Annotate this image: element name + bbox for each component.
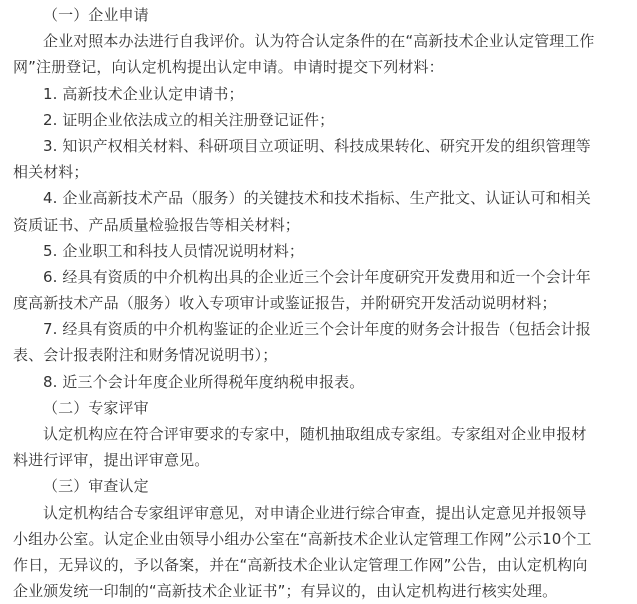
paragraph-line: 作日，无异议的，予以备案，并在“高新技术企业认定管理工作网”公告，由认定机构向 — [13, 555, 588, 574]
list-item-7: 7. 经具有资质的中介机构鉴证的企业近三个会计年度的财务会计报告（包括会计报 — [43, 320, 591, 339]
list-item-6: 6. 经具有资质的中介机构出具的企业近三个会计年度研究开发费用和近一个会计年 — [43, 267, 591, 286]
list-item-2: 2. 证明企业依法成立的相关注册登记证件； — [43, 110, 335, 129]
list-item-4: 4. 企业高新技术产品（服务）的关键技术和技术指标、生产批文、认证认可和相关 — [43, 189, 591, 208]
list-item-6-cont: 度高新技术产品（服务）收入专项审计或鉴证报告，并附研究开发活动说明材料； — [13, 294, 557, 313]
list-item-3-cont: 相关材料； — [13, 163, 89, 182]
list-item-5: 5. 企业职工和科技人员情况说明材料； — [43, 241, 304, 260]
paragraph-line: 企业颁发统一印制的“高新技术企业证书”；有异议的，由认定机构进行核实处理。 — [13, 582, 558, 601]
list-item-7-cont: 表、会计报表附注和财务情况说明书）； — [13, 346, 278, 365]
paragraph-line: 网”注册登记，向认定机构提出认定申请。申请时提交下列材料： — [13, 58, 444, 77]
paragraph-line: 小组办公室。认定企业由领导小组办公室在“高新技术企业认定管理工作网”公示10个工 — [13, 529, 592, 548]
list-item-8: 8. 近三个会计年度企业所得税年度纳税申报表。 — [43, 372, 365, 391]
paragraph-line: 料进行评审，提出评审意见。 — [13, 451, 210, 470]
section-heading-enterprise-application: （一）企业申请 — [43, 6, 149, 24]
section-heading-expert-review: （二）专家评审 — [43, 398, 149, 417]
list-item-3: 3. 知识产权相关材料、科研项目立项证明、科技成果转化、研究开发的组织管理等 — [43, 136, 591, 155]
document-body — [13, 2, 624, 604]
section-heading-review-certification: （三）审查认定 — [43, 477, 149, 496]
list-item-4-cont: 资质证书、产品质量检验报告等相关材料； — [13, 215, 300, 234]
paragraph-line: 企业对照本办法进行自我评价。认为符合认定条件的在“高新技术企业认定管理工作 — [43, 32, 595, 51]
paragraph-line: 认定机构应在符合评审要求的专家中，随机抽取组成专家组。专家组对企业申报材 — [43, 425, 587, 443]
paragraph-line: 认定机构结合专家组评审意见，对申请企业进行综合审查，提出认定意见并报领导 — [43, 503, 587, 522]
list-item-1: 1. 高新技术企业认定申请书； — [43, 84, 244, 103]
